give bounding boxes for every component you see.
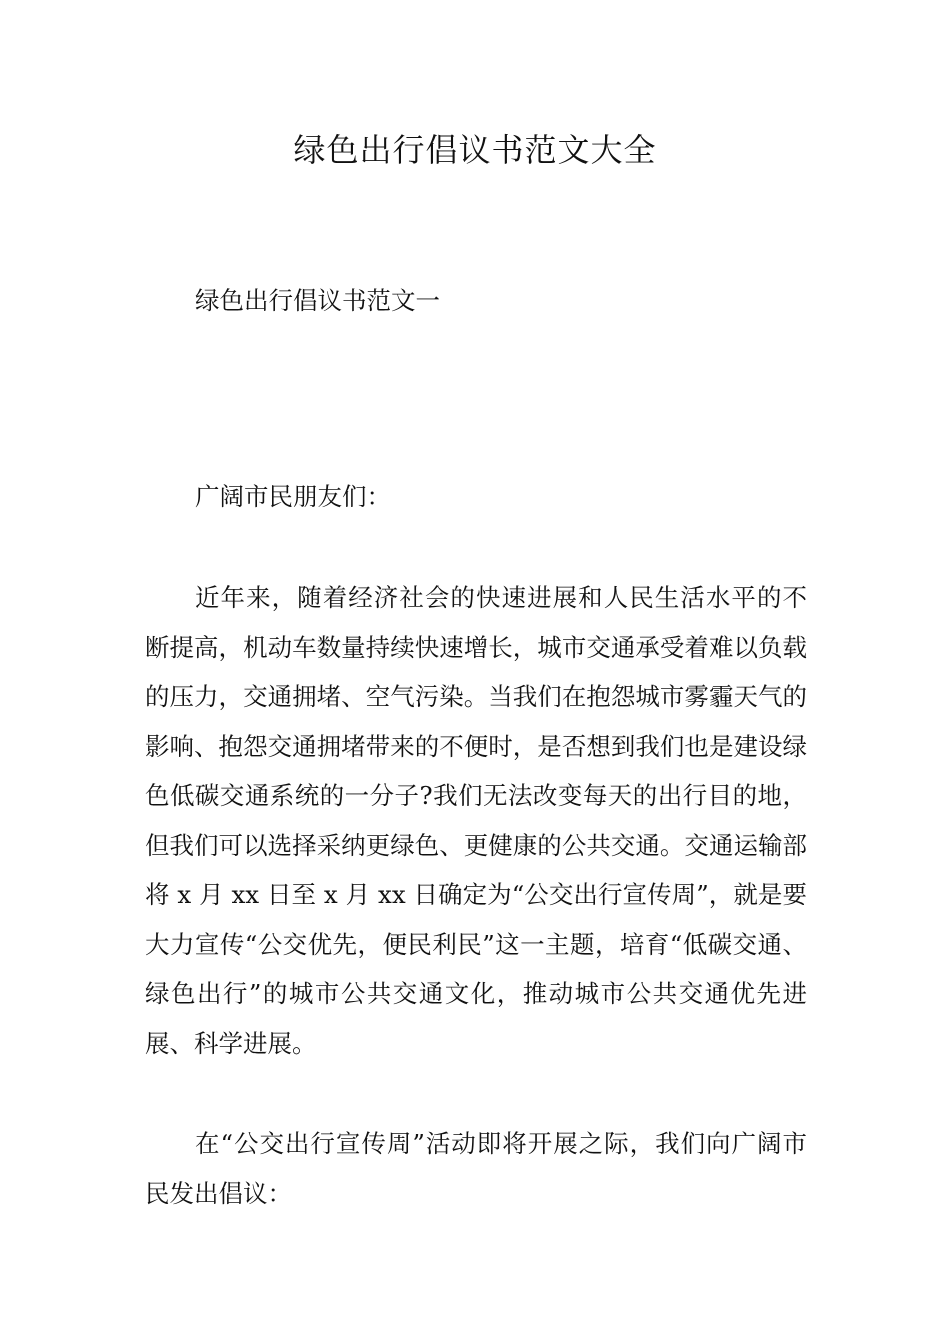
greeting-line: 广阔市民朋友们： (195, 482, 391, 511)
section-subtitle: 绿色出行倡议书范文一 (195, 286, 440, 315)
body-paragraph: 近年来，随着经济社会的快速进展和人民生活水平的不断提高，机动车数量持续快速增长，城市交通承受着难以负载的压力，交通拥堵、空气污染。当我们在抱怨城市雾霾天气的影响、抱怨交通拥堵带来的不便时，是否想到我们也是建设绿色低碳交通系统的一分子?我们无法改变每天的出行目的地，但我们可以选择采纳更绿色、更健康的公共交通。交通运输部将 x 月 xx 日至 x 月 xx 日确定为“公交出行宣传周”，就是要大力宣传“公交优先，便民利民”这一主题，培育“低碳交通、绿色出行”的城市公共交通文化，推动城市公共交通优先进展、科学进展。 (145, 583, 807, 1058)
body-paragraph: 在“公交出行宣传周”活动即将开展之际，我们向广阔市民发出倡议： (145, 1129, 807, 1208)
document-title: 绿色出行倡议书范文大全 (293, 131, 657, 169)
